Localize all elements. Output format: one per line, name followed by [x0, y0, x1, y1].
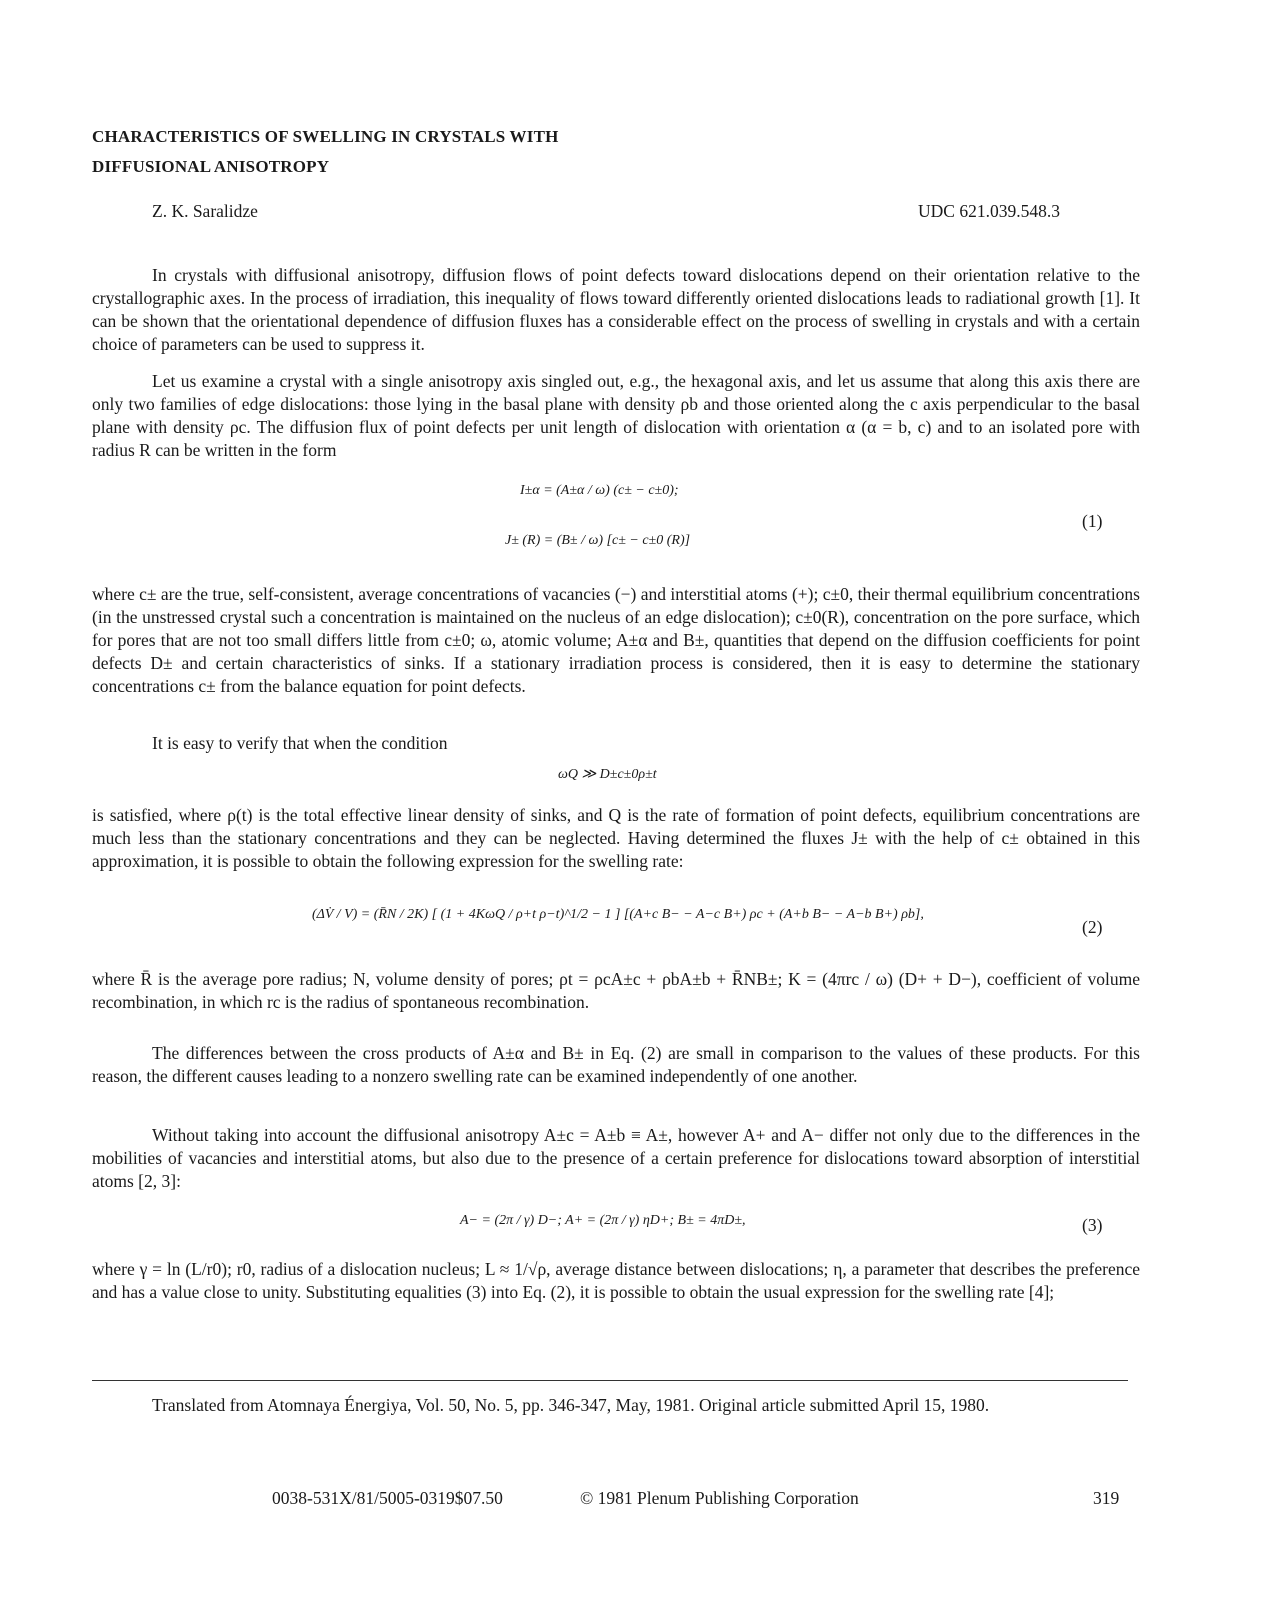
equation-1b: J± (R) = (B± / ω) [c± − c±0 (R)] — [505, 533, 691, 548]
equation-2: (ΔV̇ / V) = (R̄N / 2K) [ (1 + 4KωQ / ρ+t ρ−t)^1/2 − 1 ] [(A+c B− − A−c B+) ρc + (A+b B− − A−b B+) ρb], — [312, 907, 924, 922]
footnote — [92, 1394, 1140, 1417]
paragraph-4-text: It is easy to verify that when the condition — [152, 733, 448, 753]
footnote-text: Translated from Atomnaya Énergiya, Vol. 50, No. 5, pp. 346-347, May, 1981. Original article submitted April 15, 1980. — [152, 1395, 990, 1415]
paragraph-8-text: Without taking into account the diffusional anisotropy A±c = A±b ≡ A±, however A+ and A− differ not only due to the differences in the mobilities of vacancies and interstitial atoms, but also due to the presence of a certain preference for dislocations toward absorption of interstitial atoms [2, 3]: — [92, 1125, 1140, 1191]
equation-2-number: (2) — [1082, 917, 1103, 937]
author-name: Z. K. Saralidze — [152, 201, 258, 221]
paragraph-3 — [92, 583, 1140, 698]
paragraph-6 — [92, 968, 1140, 1014]
page-number: 319 — [1093, 1488, 1120, 1508]
udc-code: UDC 621.039.548.3 — [918, 201, 1060, 221]
paragraph-7 — [92, 1042, 1140, 1088]
condition-equation: ωQ ≫ D±c±0ρ±t — [558, 767, 657, 782]
equation-1-number: (1) — [1082, 511, 1103, 531]
paragraph-9-text: where γ = ln (L/r0); r0, radius of a dislocation nucleus; L ≈ 1/√ρ, average distance between dislocations; η, a parameter that describes the preference and has a value close to unity. Substituting equalities (3) into Eq. (2), it is possible to obtain the usual expression for the swelling rate [4]; — [92, 1259, 1140, 1302]
paragraph-5 — [92, 804, 1140, 873]
paragraph-3-text: where c± are the true, self-consistent, average concentrations of vacancies (−) and interstitial atoms (+); c±0, their thermal equilibrium concentrations (in the unstressed crystal such a concentration is maintained on the nucleus of an edge dislocation); c±0(R), concentration on the pore surface, which for pores that are not too small differs little from c±0; ω, atomic volume; A±α and B±, quantities that depend on the diffusion coefficients for point defects D± and certain characteristics of sinks. If a stationary irradiation process is considered, then it is easy to determine the stationary concentrations c± from the balance equation for point defects. — [92, 584, 1140, 696]
paragraph-9 — [92, 1258, 1140, 1304]
title-line-2: DIFFUSIONAL ANISOTROPY — [92, 157, 330, 176]
paragraph-4 — [92, 732, 1140, 755]
paragraph-2-text: Let us examine a crystal with a single anisotropy axis singled out, e.g., the hexagonal axis, and let us assume that along this axis there are only two families of edge dislocations: those lying in the basal plane with density ρb and those oriented along the c axis perpendicular to the basal plane with density ρc. The diffusion flux of point defects per unit length of dislocation with orientation α (α = b, c) and to an isolated pore with radius R can be written in the form — [92, 371, 1140, 460]
paragraph-7-text: The differences between the cross products of A±α and B± in Eq. (2) are small in comparison to the values of these products. For this reason, the different causes leading to a nonzero swelling rate can be examined independently of one another. — [92, 1043, 1140, 1086]
paragraph-6-text: where R̄ is the average pore radius; N, volume density of pores; ρt = ρcA±c + ρbA±b + R̄NB±; K = (4πrc / ω) (D+ + D−), coefficient of volume recombination, in which rc is the radius of spontaneous recombination. — [92, 969, 1140, 1012]
article-title — [92, 122, 792, 182]
equation-3: A− = (2π / γ) D−; A+ = (2π / γ) ηD+; B± = 4πD±, — [460, 1213, 746, 1228]
equation-1a: I±α = (A±α / ω) (c± − c±0); — [520, 483, 679, 498]
paragraph-2 — [92, 370, 1140, 462]
paragraph-8 — [92, 1124, 1140, 1193]
equation-3-number: (3) — [1082, 1215, 1103, 1235]
footer-copyright: © 1981 Plenum Publishing Corporation — [580, 1488, 859, 1508]
paragraph-1-text: In crystals with diffusional anisotropy, diffusion flows of point defects toward dislocations depend on their orientation relative to the crystallographic axes. In the process of irradiation, this inequality of flows toward differently oriented dislocations leads to radiational growth [1]. It can be shown that the orientational dependence of diffusion fluxes has a considerable effect on the process of swelling in crystals and with a certain choice of parameters can be used to suppress it. — [92, 265, 1140, 354]
paragraph-5-text: is satisfied, where ρ(t) is the total effective linear density of sinks, and Q is the rate of formation of point defects, equilibrium concentrations are much less than the stationary concentrations and they can be neglected. Having determined the fluxes J± with the help of c± obtained in this approximation, it is possible to obtain the following expression for the swelling rate: — [92, 805, 1140, 871]
title-line-1: CHARACTERISTICS OF SWELLING IN CRYSTALS WITH — [92, 127, 559, 146]
footer-code: 0038-531X/81/5005-0319$07.50 — [272, 1488, 503, 1508]
footnote-divider — [92, 1380, 1128, 1381]
paragraph-1 — [92, 264, 1140, 356]
